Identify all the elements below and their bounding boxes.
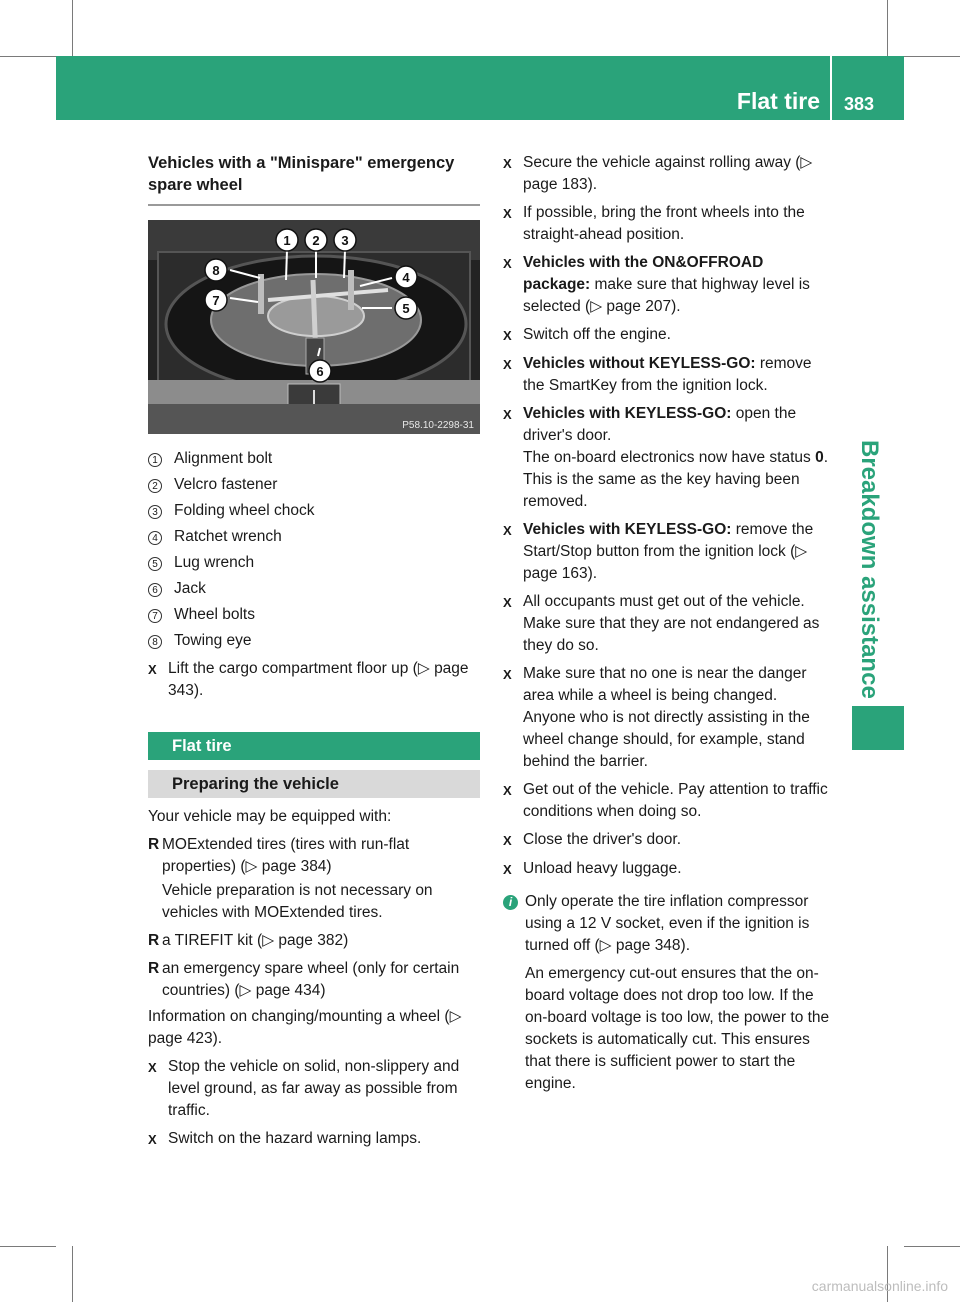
- step-text: make sure that highway level is selected (▷ page 207).: [523, 276, 810, 315]
- step-note-text: . This is the same as the key having been removed.: [523, 449, 829, 510]
- page-title: Flat tire: [736, 88, 820, 114]
- step-arrow-icon: X: [148, 1060, 157, 1075]
- instruction-step: [503, 519, 833, 585]
- step-note-text: The on-board electronics now have status: [523, 449, 816, 466]
- figure-code: P58.10-2298-31: [402, 420, 474, 431]
- legend-number: 4: [148, 531, 162, 545]
- instruction-step: [503, 591, 833, 657]
- legend-item: [148, 604, 480, 626]
- bullet-item: [148, 958, 480, 1002]
- legend-item: [148, 630, 480, 652]
- step-arrow-icon: X: [503, 206, 512, 221]
- legend-label: Velcro fastener: [174, 476, 278, 493]
- section-heading: Vehicles with a "Minispare" emergency spare wheel: [148, 154, 455, 194]
- step-text: Switch off the engine.: [523, 326, 671, 343]
- mounting-info-paragraph: Information on changing/mounting a wheel (▷ page 423).: [148, 1008, 462, 1047]
- figure-callout-7: 7: [212, 293, 220, 308]
- step-text: Switch on the hazard warning lamps.: [168, 1130, 422, 1147]
- instruction-step: [503, 829, 833, 852]
- step-text: remove the Start/Stop button from the ignition lock (▷ page 163).: [523, 521, 814, 582]
- legend-item: [148, 448, 480, 470]
- step-arrow-icon: X: [503, 667, 512, 682]
- figure-callout-6: 6: [316, 364, 324, 379]
- bullet-item: [148, 834, 480, 924]
- step-arrow-icon: X: [503, 407, 512, 422]
- legend-item: [148, 500, 480, 522]
- step-text: open the driver's door.: [523, 405, 797, 444]
- instruction-step: [503, 663, 833, 773]
- step-condition: Vehicles with the ON&OFFROAD package:: [523, 254, 764, 293]
- side-section-label: [844, 440, 894, 699]
- step-arrow-icon: X: [148, 662, 157, 677]
- crop-mark: [0, 1246, 56, 1247]
- legend-label: Ratchet wrench: [174, 528, 282, 545]
- instruction-step: [503, 202, 833, 246]
- instruction-step: [503, 779, 833, 823]
- bullet-icon: R: [148, 836, 160, 853]
- step-arrow-icon: X: [503, 833, 512, 848]
- instruction-step: [148, 1056, 480, 1122]
- step-arrow-icon: X: [503, 328, 512, 343]
- bullet-text: MOExtended tires (tires with run-flat properties) (▷ page 384): [162, 836, 410, 875]
- crop-mark: [904, 1246, 960, 1247]
- section-title-bar: Flat tire: [148, 732, 480, 760]
- side-tab-marker: [852, 706, 904, 750]
- step-condition: Vehicles with KEYLESS-GO:: [523, 521, 732, 538]
- info-text: Only operate the tire inflation compressor using a 12 V socket, even if the ignition is turned off (▷ page 348).: [525, 893, 810, 954]
- bullet-icon: R: [148, 932, 160, 949]
- intro-paragraph: Your vehicle may be equipped with:: [148, 808, 392, 825]
- info-note: [503, 891, 833, 1095]
- legend-number: 6: [148, 583, 162, 597]
- step-text: Make sure that no one is near the danger area while a wheel is being changed. Anyone who is not directly assisting in the wheel change should, for example, stand behind the barrier.: [523, 665, 810, 770]
- spare-wheel-illustration: [148, 220, 480, 434]
- legend-number: 5: [148, 557, 162, 571]
- crop-mark: [904, 56, 960, 57]
- step-condition: Vehicles with KEYLESS-GO:: [523, 405, 732, 422]
- crop-mark: [72, 0, 73, 56]
- step-arrow-icon: X: [503, 357, 512, 372]
- bullet-icon: R: [148, 960, 160, 977]
- figure-callout-1: 1: [283, 233, 291, 248]
- step-text: Unload heavy luggage.: [523, 860, 682, 877]
- step-text: Get out of the vehicle. Pay attention to traffic conditions when doing so.: [523, 781, 828, 820]
- step-condition: Vehicles without KEYLESS-GO:: [523, 355, 756, 372]
- figure-callout-4: 4: [402, 270, 410, 285]
- step-arrow-icon: X: [503, 783, 512, 798]
- legend-item: [148, 474, 480, 496]
- figure-callout-3: 3: [341, 233, 349, 248]
- figure-callout-2: 2: [312, 233, 320, 248]
- instruction-step: [148, 1128, 480, 1151]
- bullet-item: [148, 930, 480, 952]
- watermark: carmanualsonline.info: [811, 1278, 948, 1294]
- bullet-subtext: Vehicle preparation is not necessary on vehicles with MOExtended tires.: [162, 882, 433, 921]
- instruction-step: [503, 858, 833, 881]
- info-icon: i: [503, 895, 518, 910]
- page-number: 383: [844, 94, 875, 114]
- legend-label: Alignment bolt: [174, 450, 273, 467]
- bullet-text: a TIREFIT kit (▷ page 382): [162, 932, 349, 949]
- step-arrow-icon: X: [503, 523, 512, 538]
- side-section-label-text: Breakdown assistance: [856, 440, 883, 699]
- spare-wheel-figure: [148, 220, 480, 434]
- left-column: [148, 152, 480, 1151]
- step-arrow-icon: X: [503, 256, 512, 271]
- legend-number: 3: [148, 505, 162, 519]
- legend-label: Folding wheel chock: [174, 502, 315, 519]
- step-arrow-icon: X: [503, 156, 512, 171]
- legend-number: 7: [148, 609, 162, 623]
- legend-item: [148, 578, 480, 600]
- legend-list: [148, 448, 480, 652]
- step-text: Secure the vehicle against rolling away (▷ page 183).: [523, 154, 813, 193]
- step-text: If possible, bring the front wheels into the straight-ahead position.: [523, 204, 805, 243]
- crop-mark: [887, 0, 888, 56]
- figure-callout-5: 5: [402, 301, 410, 316]
- legend-item: [148, 552, 480, 574]
- legend-number: 1: [148, 453, 162, 467]
- legend-label: Lug wrench: [174, 554, 255, 571]
- instruction-step: [503, 403, 833, 513]
- instruction-step: [503, 353, 833, 397]
- right-column: [503, 152, 833, 1095]
- legend-label: Towing eye: [174, 632, 252, 649]
- step-arrow-icon: X: [148, 1132, 157, 1147]
- instruction-step: [148, 658, 480, 702]
- legend-number: 2: [148, 479, 162, 493]
- step-arrow-icon: X: [503, 862, 512, 877]
- legend-label: Jack: [174, 580, 206, 597]
- step-text: All occupants must get out of the vehicle. Make sure that they are not endangered as they do so.: [523, 593, 820, 654]
- heading-rule: [148, 204, 480, 206]
- legend-item: [148, 526, 480, 548]
- header-separator: [830, 56, 832, 120]
- step-text: Stop the vehicle on solid, non-slippery and level ground, as far away as possible from traffic.: [168, 1058, 460, 1119]
- instruction-step: [503, 252, 833, 318]
- subsection-title-bar: Preparing the vehicle: [148, 770, 480, 798]
- figure-callout-8: 8: [212, 263, 220, 278]
- legend-label: Wheel bolts: [174, 606, 255, 623]
- step-arrow-icon: X: [503, 595, 512, 610]
- instruction-step: [503, 152, 833, 196]
- legend-number: 8: [148, 635, 162, 649]
- crop-mark: [72, 1246, 73, 1302]
- step-text: Lift the cargo compartment floor up (▷ page 343).: [168, 660, 469, 699]
- step-text: Close the driver's door.: [523, 831, 682, 848]
- info-text: An emergency cut-out ensures that the on-board voltage does not drop too low. If the on-board voltage is too low, the power to the sockets is automatically cut. This ensures that there is sufficient power to start the engine.: [525, 965, 830, 1092]
- crop-mark: [0, 56, 56, 57]
- instruction-step: [503, 324, 833, 347]
- bullet-text: an emergency spare wheel (only for certain countries) (▷ page 434): [162, 960, 460, 999]
- step-text: remove the SmartKey from the ignition lock.: [523, 355, 812, 394]
- status-value: 0: [815, 449, 824, 466]
- step-note: [523, 447, 833, 513]
